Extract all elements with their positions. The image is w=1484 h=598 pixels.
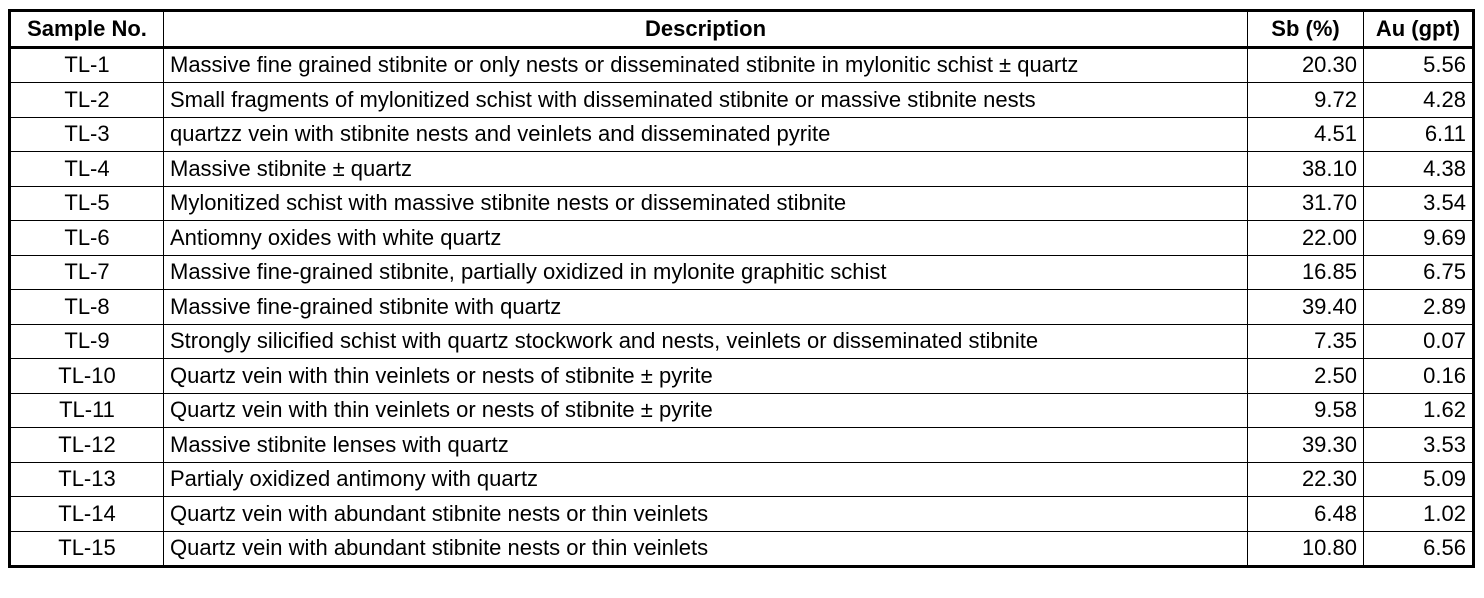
sample-no-cell: TL-6 xyxy=(10,221,164,256)
description-cell: Quartz vein with abundant stibnite nests or thin veinlets xyxy=(164,497,1248,532)
sample-no-cell: TL-11 xyxy=(10,393,164,428)
header-sb: Sb (%) xyxy=(1248,11,1364,48)
sb-value-cell: 39.40 xyxy=(1248,290,1364,325)
description-cell: Antiomny oxides with white quartz xyxy=(164,221,1248,256)
au-value-cell: 1.02 xyxy=(1364,497,1474,532)
description-cell: Quartz vein with thin veinlets or nests of stibnite ± pyrite xyxy=(164,359,1248,394)
table-row xyxy=(10,117,1474,152)
sb-value-cell: 38.10 xyxy=(1248,152,1364,187)
description-cell: Massive stibnite lenses with quartz xyxy=(164,428,1248,463)
description-cell: Quartz vein with thin veinlets or nests of stibnite ± pyrite xyxy=(164,393,1248,428)
au-value-cell: 3.54 xyxy=(1364,186,1474,221)
header-sample-no: Sample No. xyxy=(10,11,164,48)
sb-value-cell: 20.30 xyxy=(1248,47,1364,83)
sb-value-cell: 6.48 xyxy=(1248,497,1364,532)
au-value-cell: 2.89 xyxy=(1364,290,1474,325)
sample-no-cell: TL-15 xyxy=(10,531,164,567)
sample-no-cell: TL-5 xyxy=(10,186,164,221)
sb-value-cell: 22.30 xyxy=(1248,462,1364,497)
au-value-cell: 0.16 xyxy=(1364,359,1474,394)
table-row xyxy=(10,152,1474,187)
sample-no-cell: TL-9 xyxy=(10,324,164,359)
au-value-cell: 4.28 xyxy=(1364,83,1474,118)
description-cell: Massive fine grained stibnite or only nests or disseminated stibnite in mylonitic schist ± quartz xyxy=(164,47,1248,83)
sb-value-cell: 10.80 xyxy=(1248,531,1364,567)
table-row xyxy=(10,497,1474,532)
sb-value-cell: 22.00 xyxy=(1248,221,1364,256)
sample-no-cell: TL-14 xyxy=(10,497,164,532)
sb-value-cell: 9.72 xyxy=(1248,83,1364,118)
sample-no-cell: TL-12 xyxy=(10,428,164,463)
au-value-cell: 4.38 xyxy=(1364,152,1474,187)
description-cell: Strongly silicified schist with quartz stockwork and nests, veinlets or disseminated stibnite xyxy=(164,324,1248,359)
table-row xyxy=(10,324,1474,359)
table-row xyxy=(10,186,1474,221)
header-row xyxy=(10,11,1474,48)
sb-value-cell: 16.85 xyxy=(1248,255,1364,290)
description-cell: Mylonitized schist with massive stibnite nests or disseminated stibnite xyxy=(164,186,1248,221)
header-description: Description xyxy=(164,11,1248,48)
au-value-cell: 1.62 xyxy=(1364,393,1474,428)
table-row xyxy=(10,428,1474,463)
au-value-cell: 0.07 xyxy=(1364,324,1474,359)
description-cell: Massive fine-grained stibnite with quartz xyxy=(164,290,1248,325)
sample-no-cell: TL-2 xyxy=(10,83,164,118)
table-row xyxy=(10,83,1474,118)
au-value-cell: 6.75 xyxy=(1364,255,1474,290)
sample-no-cell: TL-3 xyxy=(10,117,164,152)
table-row xyxy=(10,359,1474,394)
sb-value-cell: 39.30 xyxy=(1248,428,1364,463)
sample-no-cell: TL-13 xyxy=(10,462,164,497)
sb-value-cell: 4.51 xyxy=(1248,117,1364,152)
sample-no-cell: TL-10 xyxy=(10,359,164,394)
sample-no-cell: TL-7 xyxy=(10,255,164,290)
au-value-cell: 9.69 xyxy=(1364,221,1474,256)
table-row xyxy=(10,531,1474,567)
samples-table-container xyxy=(8,9,1475,568)
description-cell: Small fragments of mylonitized schist with disseminated stibnite or massive stibnite nests xyxy=(164,83,1248,118)
table-row xyxy=(10,462,1474,497)
description-cell: Quartz vein with abundant stibnite nests or thin veinlets xyxy=(164,531,1248,567)
table-row xyxy=(10,47,1474,83)
table-row xyxy=(10,393,1474,428)
au-value-cell: 6.11 xyxy=(1364,117,1474,152)
description-cell: Massive stibnite ± quartz xyxy=(164,152,1248,187)
sample-no-cell: TL-8 xyxy=(10,290,164,325)
sb-value-cell: 9.58 xyxy=(1248,393,1364,428)
au-value-cell: 3.53 xyxy=(1364,428,1474,463)
table-body xyxy=(10,47,1474,567)
au-value-cell: 5.09 xyxy=(1364,462,1474,497)
au-value-cell: 6.56 xyxy=(1364,531,1474,567)
sb-value-cell: 2.50 xyxy=(1248,359,1364,394)
description-cell: Partialy oxidized antimony with quartz xyxy=(164,462,1248,497)
samples-table xyxy=(8,9,1475,568)
sample-no-cell: TL-4 xyxy=(10,152,164,187)
sb-value-cell: 7.35 xyxy=(1248,324,1364,359)
table-header xyxy=(10,11,1474,48)
table-row xyxy=(10,290,1474,325)
sample-no-cell: TL-1 xyxy=(10,47,164,83)
table-row xyxy=(10,255,1474,290)
header-au: Au (gpt) xyxy=(1364,11,1474,48)
au-value-cell: 5.56 xyxy=(1364,47,1474,83)
description-cell: Massive fine-grained stibnite, partially oxidized in mylonite graphitic schist xyxy=(164,255,1248,290)
sb-value-cell: 31.70 xyxy=(1248,186,1364,221)
description-cell: quartzz vein with stibnite nests and veinlets and disseminated pyrite xyxy=(164,117,1248,152)
table-row xyxy=(10,221,1474,256)
